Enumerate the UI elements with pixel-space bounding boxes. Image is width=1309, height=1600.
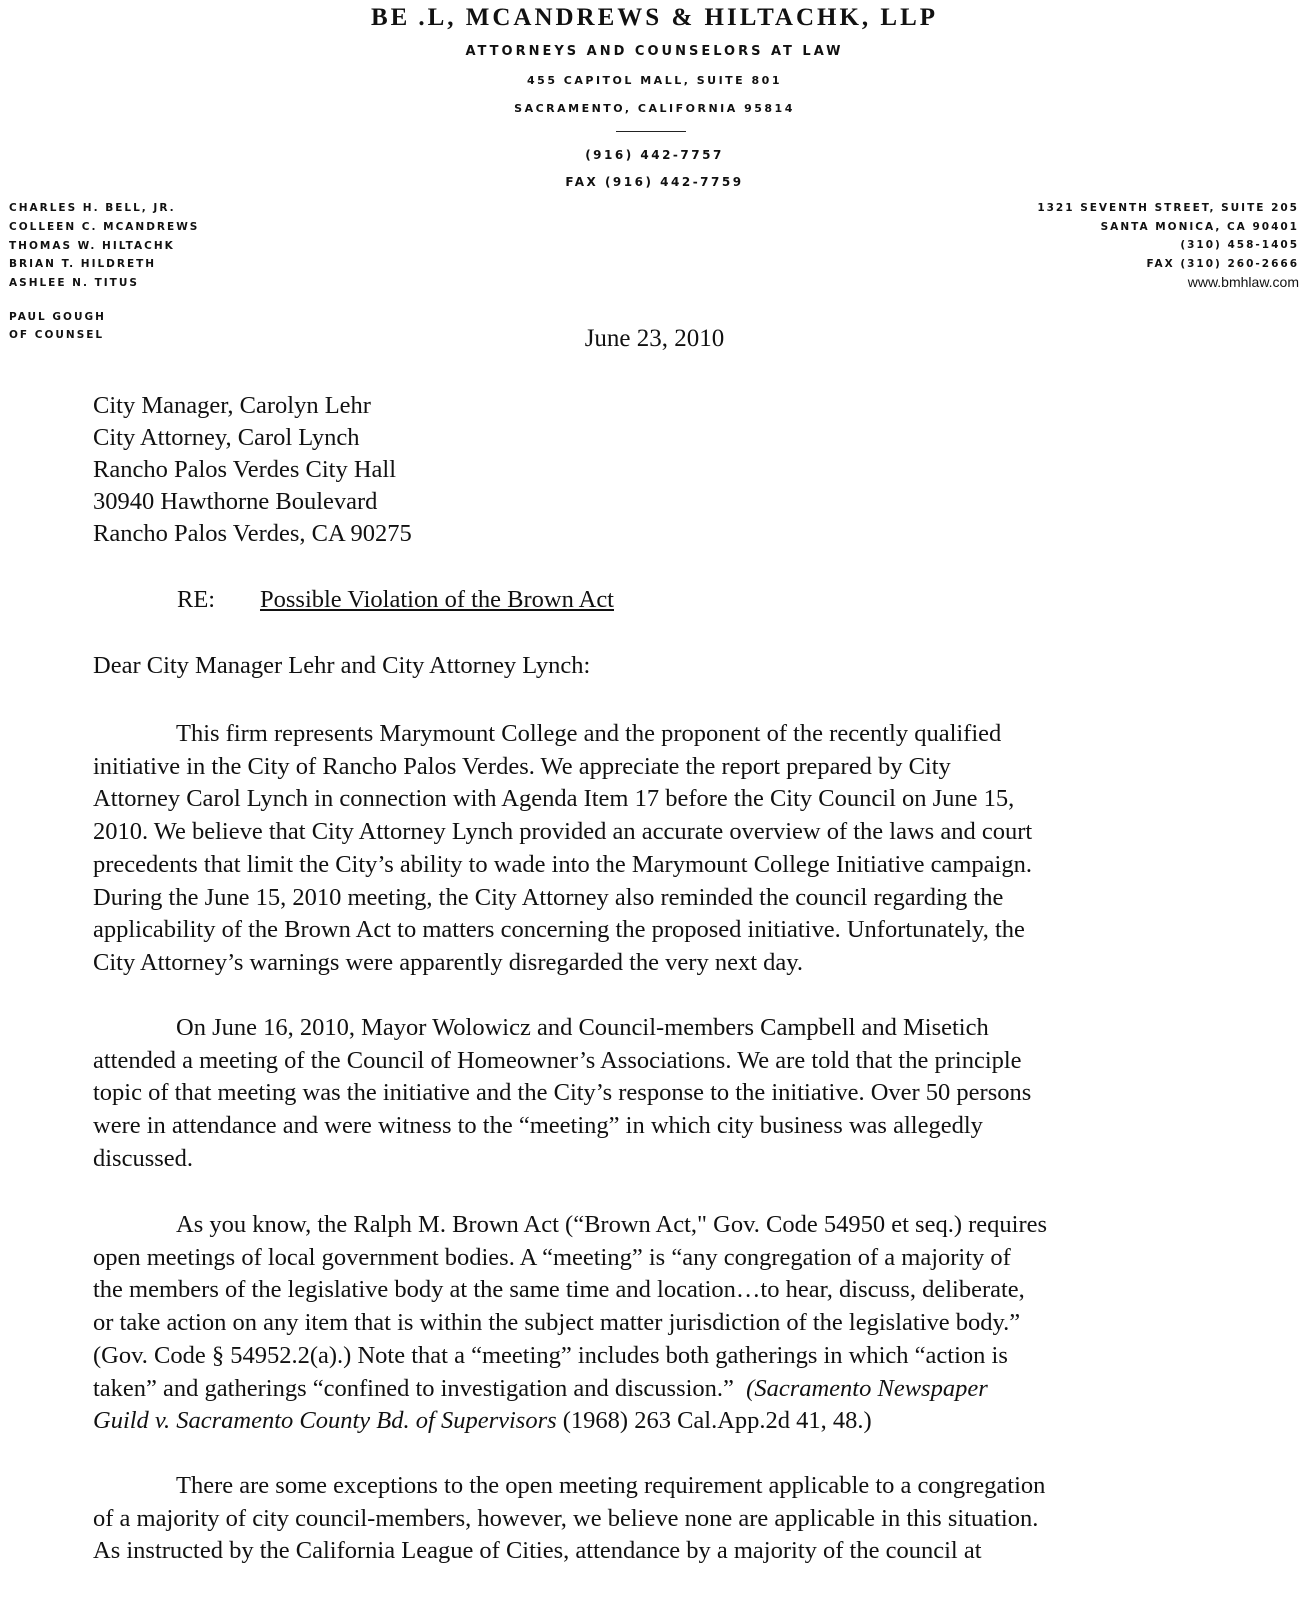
of-counsel-label: OF COUNSEL: [9, 329, 105, 341]
text-line: This firm represents Marymount College and the proponent of the recently qualified: [176, 720, 1002, 747]
firm-phone: (916) 442-7757: [585, 148, 724, 162]
text-segment: taken” and gatherings “confined to investigation and discussion.”: [93, 1374, 734, 1402]
text-line: 2010. We believe that City Attorney Lynch provided an accurate overview of the laws and court: [93, 818, 1033, 846]
text-line: (Gov. Code § 54952.2(a).) Note that a “meeting” includes both gatherings in which “action is: [93, 1341, 1008, 1369]
text-line: As you know, the Ralph M. Brown Act (“Brown Act," Gov. Code 54950 et seq.) requires: [176, 1211, 1048, 1238]
second-office-block: [1037, 199, 1299, 292]
office-city: SANTA MONICA, CA 90401: [1100, 220, 1299, 233]
office-street: 1321 SEVENTH STREET, SUITE 205: [1037, 202, 1299, 214]
partner-name: BRIAN T. HILDRETH: [9, 258, 157, 271]
firm-fax: FAX (916) 442-7759: [565, 175, 744, 189]
text-line: the members of the legislative body at the same time and location…to hear, discuss, deliberate,: [93, 1276, 1025, 1304]
text-line: During the June 15, 2010 meeting, the City Attorney also reminded the council regarding the: [93, 883, 1004, 911]
partner-name: COLLEEN C. MCANDREWS: [9, 220, 200, 233]
recipient-address: [93, 390, 412, 550]
text-line: [93, 1405, 1193, 1438]
firm-website: www.bmhlaw.com: [1187, 274, 1299, 291]
text-line: were in attendance and were witness to the “meeting” in which city business was allegedly: [93, 1112, 983, 1140]
text-line: Attorney Carol Lynch in connection with Agenda Item 17 before the City Council on June 15,: [93, 785, 1015, 813]
text-line: [93, 1373, 1193, 1406]
text-line: On June 16, 2010, Mayor Wolowicz and Council-members Campbell and Misetich: [176, 1014, 989, 1041]
text-line: applicability of the Brown Act to matters concerning the proposed initiative. Unfortunately, the: [93, 916, 1025, 944]
text-line: initiative in the City of Rancho Palos Verdes. We appreciate the report prepared by City: [93, 752, 951, 780]
text-line: As instructed by the California League of Cities, attendance by a majority of the council at: [93, 1537, 982, 1565]
paragraph-1: [93, 718, 1193, 980]
text-line: precedents that limit the City’s ability to wade into the Marymount College Initiative campaign.: [93, 850, 1032, 878]
firm-tagline: ATTORNEYS AND COUNSELORS AT LAW: [465, 44, 844, 59]
text-line: attended a meeting of the Council of Homeowner’s Associations. We are told that the principle: [93, 1046, 1022, 1074]
re-subject: Possible Violation of the Brown Act: [260, 586, 614, 613]
paragraph-4: [93, 1470, 1193, 1568]
firm-address-line1: 455 CAPITOL MALL, SUITE 801: [527, 74, 782, 87]
recipient-line: Rancho Palos Verdes, CA 90275: [93, 520, 412, 547]
case-citation: Guild v. Sacramento County Bd. of Supervisors: [93, 1407, 557, 1435]
re-label: RE:: [177, 586, 216, 613]
partners-list: [9, 199, 199, 293]
office-phone: (310) 458-1405: [1180, 239, 1299, 252]
text-line: of a majority of city council-members, however, we believe none are applicable in this situation.: [93, 1504, 1039, 1532]
reporter-citation: (1968) 263 Cal.App.2d 41, 48.): [562, 1407, 872, 1435]
recipient-line: City Manager, Carolyn Lehr: [93, 392, 371, 419]
partner-name: CHARLES H. BELL, JR.: [9, 202, 176, 214]
letter-date: June 23, 2010: [584, 325, 725, 352]
text-line: There are some exceptions to the open meeting requirement applicable to a congregation: [176, 1472, 1046, 1499]
case-citation: (Sacramento Newspaper: [746, 1374, 988, 1402]
recipient-line: Rancho Palos Verdes City Hall: [93, 456, 397, 483]
partner-name: THOMAS W. HILTACHK: [9, 239, 175, 252]
text-line: open meetings of local government bodies. A “meeting” is “any congregation of a majority of: [93, 1243, 1011, 1271]
recipient-line: City Attorney, Carol Lynch: [93, 424, 360, 451]
text-line: City Attorney’s warnings were apparently disregarded the very next day.: [93, 948, 804, 976]
paragraph-2: [93, 1012, 1193, 1176]
salutation: Dear City Manager Lehr and City Attorney Lynch:: [93, 652, 591, 679]
text-line: topic of that meeting was the initiative and the City’s response to the initiative. Over 50 persons: [93, 1079, 1032, 1107]
of-counsel-name: PAUL GOUGH: [9, 311, 106, 323]
partner-name: ASHLEE N. TITUS: [9, 277, 139, 290]
office-fax: FAX (310) 260-2666: [1146, 257, 1299, 270]
letterhead-divider: [616, 131, 686, 132]
firm-name: BE .L, MCANDREWS & HILTACHK, LLP: [370, 4, 939, 31]
text-line: discussed.: [93, 1144, 194, 1172]
firm-address-line2: SACRAMENTO, CALIFORNIA 95814: [514, 102, 795, 115]
re-line: [177, 586, 614, 614]
recipient-line: 30940 Hawthorne Boulevard: [93, 488, 378, 515]
text-line: or take action on any item that is within the subject matter jurisdiction of the legislative body.”: [93, 1309, 1021, 1337]
paragraph-3: [93, 1209, 1193, 1438]
